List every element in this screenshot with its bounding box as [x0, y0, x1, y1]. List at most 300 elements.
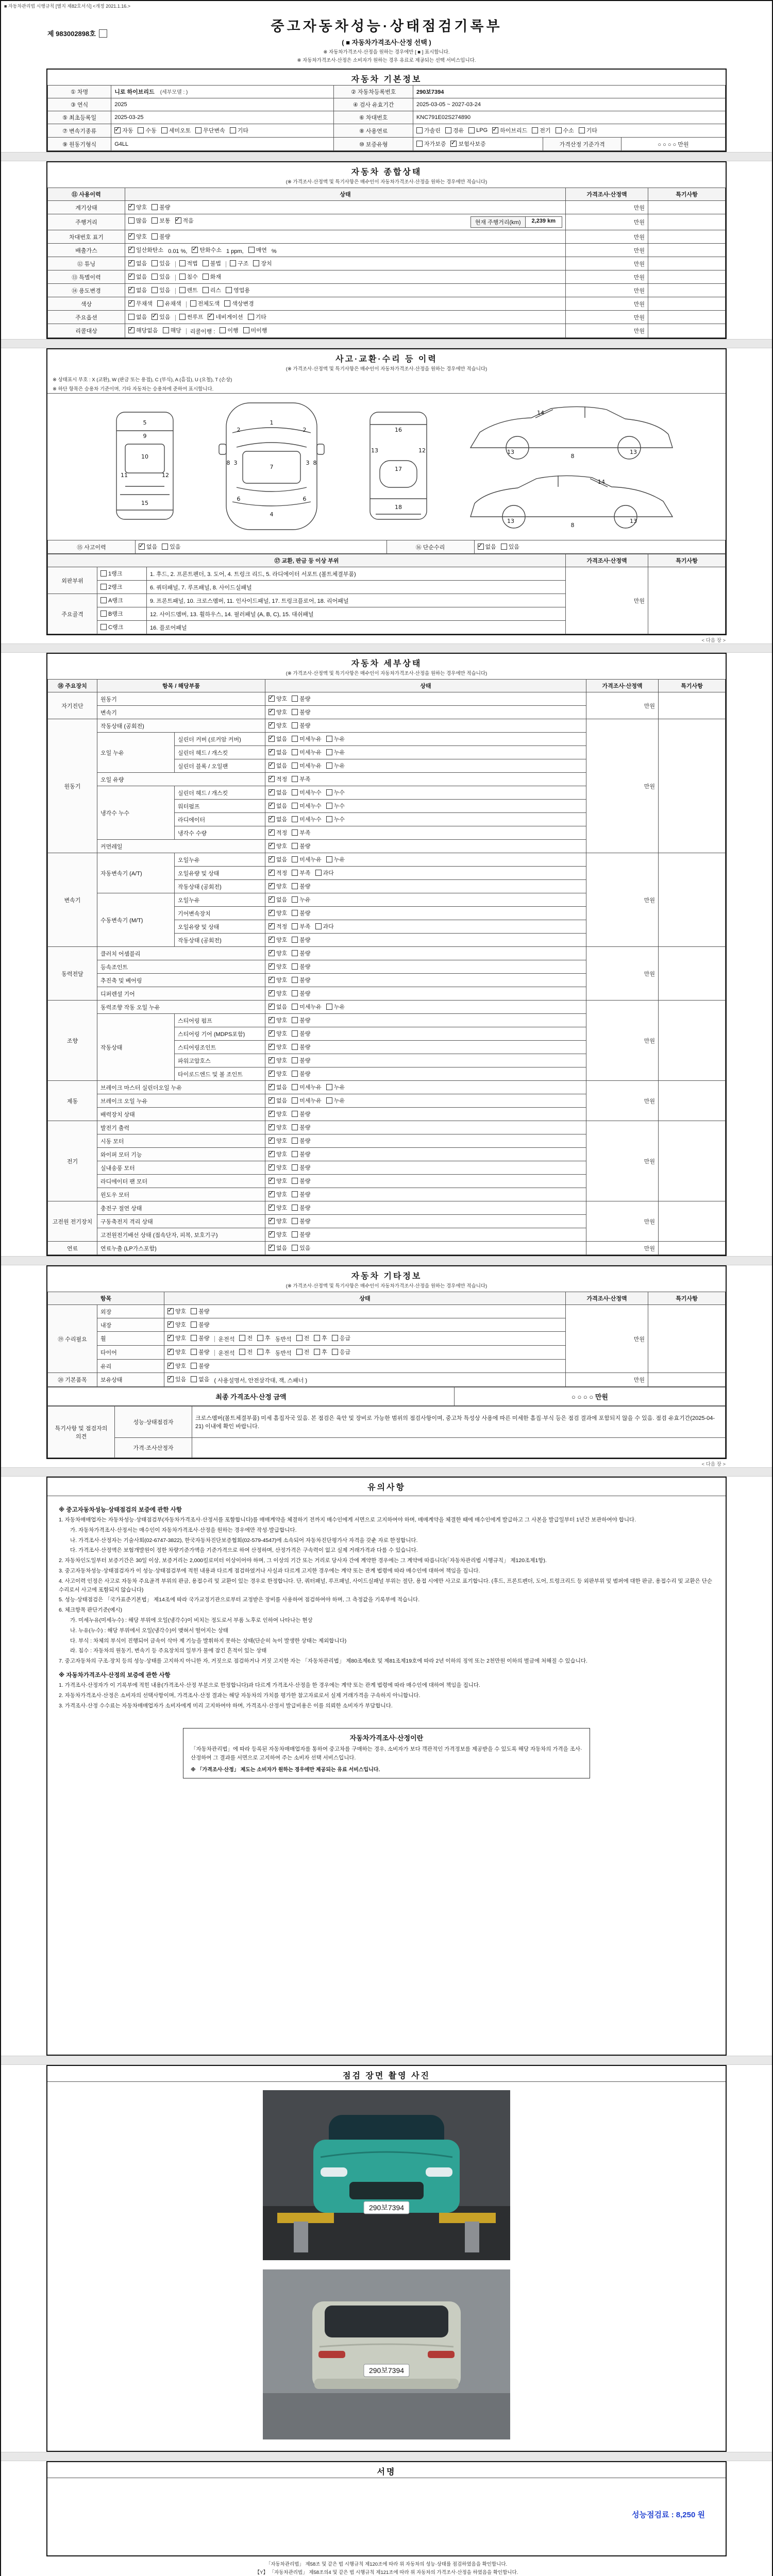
checkbox-option[interactable]	[167, 1375, 186, 1383]
unchecked-checkbox-icon[interactable]	[152, 274, 158, 280]
checkbox-option[interactable]	[326, 802, 345, 810]
checkbox-option[interactable]	[268, 721, 287, 730]
checkbox-option[interactable]	[326, 815, 345, 823]
checkbox-option[interactable]	[268, 882, 287, 890]
checkbox-option[interactable]	[292, 1083, 322, 1091]
unchecked-checkbox-icon[interactable]	[292, 1071, 298, 1077]
checked-checkbox-icon[interactable]	[268, 1030, 275, 1037]
checkbox-option[interactable]	[292, 1110, 310, 1118]
unchecked-checkbox-icon[interactable]	[292, 856, 298, 862]
checkbox-option[interactable]	[268, 1177, 287, 1185]
checked-checkbox-icon[interactable]	[192, 247, 198, 253]
checked-checkbox-icon[interactable]	[268, 923, 275, 929]
checked-checkbox-icon[interactable]	[268, 856, 275, 862]
checked-checkbox-icon[interactable]	[268, 749, 275, 755]
checkbox-option[interactable]	[445, 126, 464, 134]
checkbox-option[interactable]	[268, 802, 287, 810]
checkbox-option[interactable]	[161, 126, 191, 134]
checked-checkbox-icon[interactable]	[492, 127, 498, 133]
unchecked-checkbox-icon[interactable]	[292, 829, 298, 836]
unchecked-checkbox-icon[interactable]	[315, 923, 322, 929]
checkbox-option[interactable]	[268, 855, 287, 863]
unchecked-checkbox-icon[interactable]	[292, 883, 298, 889]
unchecked-checkbox-icon[interactable]	[138, 127, 144, 133]
checkbox-option[interactable]	[138, 126, 156, 134]
checkbox-option[interactable]	[128, 273, 147, 281]
checkbox-option[interactable]	[292, 842, 310, 850]
checkbox-option[interactable]	[292, 1029, 310, 1038]
checkbox-option[interactable]	[268, 976, 287, 984]
checkbox-option[interactable]	[292, 1003, 322, 1011]
unchecked-checkbox-icon[interactable]	[556, 127, 562, 133]
unchecked-checkbox-icon[interactable]	[203, 274, 209, 280]
unchecked-checkbox-icon[interactable]	[292, 910, 298, 916]
checkbox-option[interactable]	[268, 1110, 287, 1118]
unchecked-checkbox-icon[interactable]	[152, 260, 158, 266]
unchecked-checkbox-icon[interactable]	[162, 544, 168, 550]
unchecked-checkbox-icon[interactable]	[292, 1004, 298, 1010]
checkbox-option[interactable]	[163, 326, 181, 334]
checkbox-option[interactable]	[239, 1334, 253, 1342]
unchecked-checkbox-icon[interactable]	[191, 1308, 197, 1314]
unchecked-checkbox-icon[interactable]	[292, 1044, 298, 1050]
unchecked-checkbox-icon[interactable]	[326, 762, 332, 769]
checked-checkbox-icon[interactable]	[268, 1057, 275, 1063]
checked-checkbox-icon[interactable]	[167, 1335, 174, 1341]
checked-checkbox-icon[interactable]	[268, 829, 275, 836]
unchecked-checkbox-icon[interactable]	[326, 1084, 332, 1090]
checkbox-option[interactable]	[292, 976, 310, 984]
checked-checkbox-icon[interactable]	[128, 233, 135, 240]
checkbox-option[interactable]	[128, 313, 147, 321]
unchecked-checkbox-icon[interactable]	[191, 1321, 197, 1328]
checkbox-option[interactable]	[128, 203, 147, 211]
checked-checkbox-icon[interactable]	[268, 1151, 275, 1157]
unchecked-checkbox-icon[interactable]	[579, 127, 585, 133]
checkbox-option[interactable]	[167, 1307, 186, 1315]
unchecked-checkbox-icon[interactable]	[191, 1349, 197, 1355]
checked-checkbox-icon[interactable]	[268, 1245, 275, 1251]
checked-checkbox-icon[interactable]	[167, 1363, 174, 1369]
checked-checkbox-icon[interactable]	[268, 843, 275, 849]
checkbox-option[interactable]	[268, 949, 287, 957]
checkbox-option[interactable]	[292, 1123, 310, 1131]
checkbox-option[interactable]	[179, 313, 204, 321]
checkbox-option[interactable]	[248, 313, 266, 321]
unchecked-checkbox-icon[interactable]	[292, 896, 298, 903]
checkbox-option[interactable]	[292, 962, 310, 971]
checkbox-option[interactable]	[191, 1334, 209, 1342]
unchecked-checkbox-icon[interactable]	[326, 1097, 332, 1104]
checkbox-option[interactable]	[292, 775, 310, 783]
checkbox-option[interactable]	[268, 922, 287, 930]
checkbox-option[interactable]	[292, 936, 310, 944]
unchecked-checkbox-icon[interactable]	[292, 816, 298, 822]
checkbox-option[interactable]	[292, 708, 310, 716]
checkbox-option[interactable]	[162, 543, 180, 551]
checked-checkbox-icon[interactable]	[268, 1111, 275, 1117]
checkbox-option[interactable]	[191, 1375, 209, 1383]
unchecked-checkbox-icon[interactable]	[191, 1335, 197, 1341]
checked-checkbox-icon[interactable]	[268, 1044, 275, 1050]
checked-checkbox-icon[interactable]	[268, 789, 275, 795]
checkbox-option[interactable]	[292, 1150, 310, 1158]
checkbox-option[interactable]	[292, 1043, 310, 1051]
checked-checkbox-icon[interactable]	[268, 896, 275, 903]
signature-area[interactable]	[47, 2478, 726, 2555]
checked-checkbox-icon[interactable]	[268, 963, 275, 970]
checkbox-option[interactable]	[128, 216, 147, 225]
checkbox-option[interactable]	[292, 895, 310, 904]
checkbox-option[interactable]	[203, 273, 221, 281]
checked-checkbox-icon[interactable]	[268, 816, 275, 822]
checkbox-option[interactable]	[501, 543, 519, 551]
unchecked-checkbox-icon[interactable]	[179, 274, 186, 280]
checkbox-option[interactable]	[257, 1348, 271, 1356]
checkbox-option[interactable]	[292, 1096, 322, 1105]
checkbox-option[interactable]	[314, 1348, 327, 1356]
unchecked-checkbox-icon[interactable]	[326, 816, 332, 822]
checked-checkbox-icon[interactable]	[268, 1178, 275, 1184]
unchecked-checkbox-icon[interactable]	[163, 327, 169, 333]
checkbox-option[interactable]	[268, 815, 287, 823]
checkbox-option[interactable]	[268, 909, 287, 917]
unchecked-checkbox-icon[interactable]	[100, 611, 107, 617]
unchecked-checkbox-icon[interactable]	[100, 584, 107, 590]
unchecked-checkbox-icon[interactable]	[292, 1205, 298, 1211]
checked-checkbox-icon[interactable]	[167, 1349, 174, 1355]
checkbox-option[interactable]	[292, 922, 310, 930]
checkbox-option[interactable]	[167, 1334, 186, 1342]
checkbox-option[interactable]	[416, 140, 446, 148]
unchecked-checkbox-icon[interactable]	[292, 1191, 298, 1197]
checkbox-option[interactable]	[468, 127, 488, 133]
checkbox-option[interactable]	[100, 583, 122, 591]
checkbox-option[interactable]	[195, 126, 225, 134]
checkbox-option[interactable]	[292, 1016, 310, 1024]
checkbox-option[interactable]	[268, 1190, 287, 1198]
unchecked-checkbox-icon[interactable]	[257, 1349, 263, 1355]
checkbox-option[interactable]	[326, 788, 345, 796]
checkbox-option[interactable]	[315, 869, 334, 877]
unchecked-checkbox-icon[interactable]	[332, 1335, 338, 1341]
unchecked-checkbox-icon[interactable]	[292, 1178, 298, 1184]
checkbox-option[interactable]	[100, 623, 123, 631]
unchecked-checkbox-icon[interactable]	[416, 141, 423, 147]
checkbox-option[interactable]	[292, 1230, 310, 1239]
unchecked-checkbox-icon[interactable]	[326, 803, 332, 809]
checked-checkbox-icon[interactable]	[268, 1218, 275, 1224]
checked-checkbox-icon[interactable]	[268, 1084, 275, 1090]
unchecked-checkbox-icon[interactable]	[230, 127, 236, 133]
unchecked-checkbox-icon[interactable]	[128, 217, 135, 224]
checkbox-option[interactable]	[292, 989, 310, 997]
checkbox-option[interactable]	[114, 126, 133, 134]
checkbox-option[interactable]	[152, 259, 170, 267]
checked-checkbox-icon[interactable]	[450, 141, 457, 147]
unchecked-checkbox-icon[interactable]	[292, 1218, 298, 1224]
checkbox-option[interactable]	[268, 788, 287, 796]
checked-checkbox-icon[interactable]	[268, 1071, 275, 1077]
unchecked-checkbox-icon[interactable]	[191, 1376, 197, 1382]
checkbox-option[interactable]	[292, 735, 322, 743]
unchecked-checkbox-icon[interactable]	[292, 963, 298, 970]
checkbox-option[interactable]	[326, 735, 345, 743]
checkbox-option[interactable]	[175, 216, 194, 225]
checked-checkbox-icon[interactable]	[128, 274, 135, 280]
checkbox-option[interactable]	[292, 1190, 310, 1198]
unchecked-checkbox-icon[interactable]	[292, 776, 298, 782]
checkbox-option[interactable]	[268, 869, 287, 877]
checkbox-option[interactable]	[208, 313, 243, 321]
unchecked-checkbox-icon[interactable]	[292, 789, 298, 795]
checkbox-option[interactable]	[292, 1217, 310, 1225]
checked-checkbox-icon[interactable]	[268, 722, 275, 728]
unchecked-checkbox-icon[interactable]	[161, 127, 167, 133]
checked-checkbox-icon[interactable]	[128, 204, 135, 210]
checkbox-option[interactable]	[268, 1029, 287, 1038]
unchecked-checkbox-icon[interactable]	[292, 709, 298, 715]
checkbox-option[interactable]	[326, 855, 345, 863]
unchecked-checkbox-icon[interactable]	[292, 1111, 298, 1117]
checkbox-option[interactable]	[268, 1137, 287, 1145]
checkbox-option[interactable]	[326, 1003, 345, 1011]
unchecked-checkbox-icon[interactable]	[292, 1245, 298, 1251]
unchecked-checkbox-icon[interactable]	[292, 749, 298, 755]
checkbox-option[interactable]	[268, 1163, 287, 1172]
unchecked-checkbox-icon[interactable]	[292, 937, 298, 943]
checkbox-option[interactable]	[268, 1003, 287, 1011]
checkbox-option[interactable]	[292, 802, 322, 810]
unchecked-checkbox-icon[interactable]	[445, 127, 451, 133]
checked-checkbox-icon[interactable]	[128, 247, 135, 253]
unchecked-checkbox-icon[interactable]	[100, 597, 107, 603]
checkbox-option[interactable]	[268, 761, 287, 770]
checked-checkbox-icon[interactable]	[208, 314, 214, 320]
checkbox-option[interactable]	[315, 922, 334, 930]
checked-checkbox-icon[interactable]	[128, 300, 135, 307]
checkbox-option[interactable]	[292, 721, 310, 730]
unchecked-checkbox-icon[interactable]	[292, 843, 298, 849]
unchecked-checkbox-icon[interactable]	[230, 260, 236, 266]
unchecked-checkbox-icon[interactable]	[224, 300, 230, 307]
checkbox-option[interactable]	[100, 569, 122, 578]
checkbox-option[interactable]	[192, 246, 222, 254]
checkbox-option[interactable]	[292, 869, 310, 877]
checkbox-option[interactable]	[268, 1056, 287, 1064]
checkbox-option[interactable]	[248, 246, 267, 254]
unchecked-checkbox-icon[interactable]	[296, 1349, 303, 1355]
checkbox-option[interactable]	[179, 273, 198, 281]
checkbox-option[interactable]	[128, 326, 158, 334]
checked-checkbox-icon[interactable]	[128, 327, 135, 333]
checkbox-option[interactable]	[100, 596, 123, 604]
checked-checkbox-icon[interactable]	[268, 1138, 275, 1144]
unchecked-checkbox-icon[interactable]	[239, 1335, 245, 1341]
checkbox-option[interactable]	[292, 748, 322, 756]
checkbox-option[interactable]	[268, 1230, 287, 1239]
checkbox-option[interactable]	[268, 735, 287, 743]
checkbox-option[interactable]	[556, 126, 574, 134]
unchecked-checkbox-icon[interactable]	[314, 1335, 320, 1341]
checkbox-option[interactable]	[296, 1348, 310, 1356]
checked-checkbox-icon[interactable]	[268, 1097, 275, 1104]
checkbox-option[interactable]	[268, 748, 287, 756]
checkbox-option[interactable]	[239, 1348, 253, 1356]
checkbox-option[interactable]	[268, 936, 287, 944]
unchecked-checkbox-icon[interactable]	[292, 696, 298, 702]
checkbox-option[interactable]	[128, 259, 147, 267]
checkbox-option[interactable]	[268, 708, 287, 716]
checked-checkbox-icon[interactable]	[268, 1017, 275, 1023]
checked-checkbox-icon[interactable]	[128, 287, 135, 293]
unchecked-checkbox-icon[interactable]	[292, 1057, 298, 1063]
checked-checkbox-icon[interactable]	[268, 696, 275, 702]
checkbox-option[interactable]	[326, 761, 345, 770]
checkbox-option[interactable]	[224, 299, 254, 308]
checked-checkbox-icon[interactable]	[167, 1376, 174, 1382]
checkbox-option[interactable]	[268, 1016, 287, 1024]
checkbox-option[interactable]	[292, 909, 310, 917]
checkbox-option[interactable]	[268, 828, 287, 837]
unchecked-checkbox-icon[interactable]	[326, 856, 332, 862]
checkbox-option[interactable]	[268, 1096, 287, 1105]
checkbox-option[interactable]	[292, 1137, 310, 1145]
unchecked-checkbox-icon[interactable]	[253, 260, 259, 266]
checkbox-option[interactable]	[253, 259, 272, 267]
checkbox-option[interactable]	[268, 842, 287, 850]
checkbox-option[interactable]	[268, 694, 287, 703]
checked-checkbox-icon[interactable]	[268, 990, 275, 996]
unchecked-checkbox-icon[interactable]	[248, 314, 254, 320]
checkbox-option[interactable]	[268, 989, 287, 997]
unchecked-checkbox-icon[interactable]	[326, 749, 332, 755]
unchecked-checkbox-icon[interactable]	[292, 1231, 298, 1238]
unchecked-checkbox-icon[interactable]	[257, 1335, 263, 1341]
checked-checkbox-icon[interactable]	[268, 1191, 275, 1197]
unchecked-checkbox-icon[interactable]	[501, 544, 507, 550]
checkbox-option[interactable]	[220, 326, 238, 334]
checkbox-option[interactable]	[292, 828, 310, 837]
unchecked-checkbox-icon[interactable]	[292, 1017, 298, 1023]
checkbox-option[interactable]	[128, 299, 153, 308]
checked-checkbox-icon[interactable]	[268, 937, 275, 943]
checkbox-option[interactable]	[332, 1334, 350, 1342]
unchecked-checkbox-icon[interactable]	[292, 923, 298, 929]
checked-checkbox-icon[interactable]	[268, 883, 275, 889]
unchecked-checkbox-icon[interactable]	[179, 260, 186, 266]
checked-checkbox-icon[interactable]	[268, 1231, 275, 1238]
checkbox-option[interactable]	[326, 1096, 345, 1105]
checked-checkbox-icon[interactable]	[268, 1164, 275, 1171]
checkbox-option[interactable]	[292, 1056, 310, 1064]
checkbox-option[interactable]	[139, 543, 157, 551]
unchecked-checkbox-icon[interactable]	[203, 287, 209, 293]
checkbox-option[interactable]	[152, 273, 170, 281]
unchecked-checkbox-icon[interactable]	[292, 977, 298, 983]
checkbox-option[interactable]	[191, 1348, 209, 1356]
unchecked-checkbox-icon[interactable]	[220, 327, 226, 333]
checkbox-option[interactable]	[292, 1244, 310, 1252]
checked-checkbox-icon[interactable]	[167, 1308, 174, 1314]
unchecked-checkbox-icon[interactable]	[292, 1164, 298, 1171]
checked-checkbox-icon[interactable]	[268, 736, 275, 742]
unchecked-checkbox-icon[interactable]	[179, 287, 186, 293]
unchecked-checkbox-icon[interactable]	[203, 260, 209, 266]
unchecked-checkbox-icon[interactable]	[416, 127, 423, 133]
unchecked-checkbox-icon[interactable]	[292, 950, 298, 956]
checkbox-option[interactable]	[326, 748, 345, 756]
checkbox-option[interactable]	[268, 1043, 287, 1051]
checked-checkbox-icon[interactable]	[268, 950, 275, 956]
unchecked-checkbox-icon[interactable]	[292, 1124, 298, 1130]
unchecked-checkbox-icon[interactable]	[292, 1097, 298, 1104]
checkbox-option[interactable]	[152, 216, 170, 225]
unchecked-checkbox-icon[interactable]	[248, 247, 255, 253]
checkbox-option[interactable]	[332, 1348, 350, 1356]
unchecked-checkbox-icon[interactable]	[243, 327, 249, 333]
checkbox-option[interactable]	[179, 259, 198, 267]
checkbox-option[interactable]	[268, 775, 287, 783]
checkbox-option[interactable]	[203, 259, 221, 267]
checked-checkbox-icon[interactable]	[268, 870, 275, 876]
unchecked-checkbox-icon[interactable]	[292, 722, 298, 728]
unchecked-checkbox-icon[interactable]	[292, 762, 298, 769]
checked-checkbox-icon[interactable]	[478, 544, 484, 550]
checkbox-option[interactable]	[268, 1083, 287, 1091]
checkbox-option[interactable]	[257, 1334, 271, 1342]
checkbox-option[interactable]	[268, 1217, 287, 1225]
checkbox-option[interactable]	[268, 1070, 287, 1078]
checkbox-option[interactable]	[492, 126, 527, 134]
unchecked-checkbox-icon[interactable]	[292, 870, 298, 876]
checked-checkbox-icon[interactable]	[268, 977, 275, 983]
unchecked-checkbox-icon[interactable]	[239, 1349, 245, 1355]
unchecked-checkbox-icon[interactable]	[191, 1363, 197, 1369]
checkbox-option[interactable]	[191, 1320, 209, 1329]
unchecked-checkbox-icon[interactable]	[152, 217, 158, 224]
checked-checkbox-icon[interactable]	[268, 803, 275, 809]
checkbox-option[interactable]	[203, 286, 221, 294]
checkbox-option[interactable]	[179, 286, 198, 294]
unchecked-checkbox-icon[interactable]	[292, 1084, 298, 1090]
checkbox-option[interactable]	[416, 126, 441, 134]
checkbox-option[interactable]	[292, 1204, 310, 1212]
checkbox-option[interactable]	[167, 1362, 186, 1370]
checkbox-option[interactable]	[268, 1123, 287, 1131]
checked-checkbox-icon[interactable]	[268, 776, 275, 782]
unchecked-checkbox-icon[interactable]	[326, 736, 332, 742]
unchecked-checkbox-icon[interactable]	[152, 204, 158, 210]
checked-checkbox-icon[interactable]	[268, 910, 275, 916]
checkbox-option[interactable]	[128, 246, 163, 254]
checkbox-option[interactable]	[292, 815, 322, 823]
checkbox-option[interactable]	[532, 126, 550, 134]
checkbox-option[interactable]	[152, 313, 170, 321]
unchecked-checkbox-icon[interactable]	[326, 1004, 332, 1010]
checkbox-option[interactable]	[157, 299, 181, 308]
unchecked-checkbox-icon[interactable]	[226, 287, 232, 293]
unchecked-checkbox-icon[interactable]	[292, 1030, 298, 1037]
unchecked-checkbox-icon[interactable]	[292, 990, 298, 996]
checked-checkbox-icon[interactable]	[114, 127, 121, 133]
checked-checkbox-icon[interactable]	[268, 762, 275, 769]
checkbox-option[interactable]	[478, 543, 496, 551]
checkbox-option[interactable]	[230, 259, 248, 267]
checkbox-option[interactable]	[128, 286, 147, 294]
checked-checkbox-icon[interactable]	[268, 1205, 275, 1211]
unchecked-checkbox-icon[interactable]	[179, 314, 186, 320]
